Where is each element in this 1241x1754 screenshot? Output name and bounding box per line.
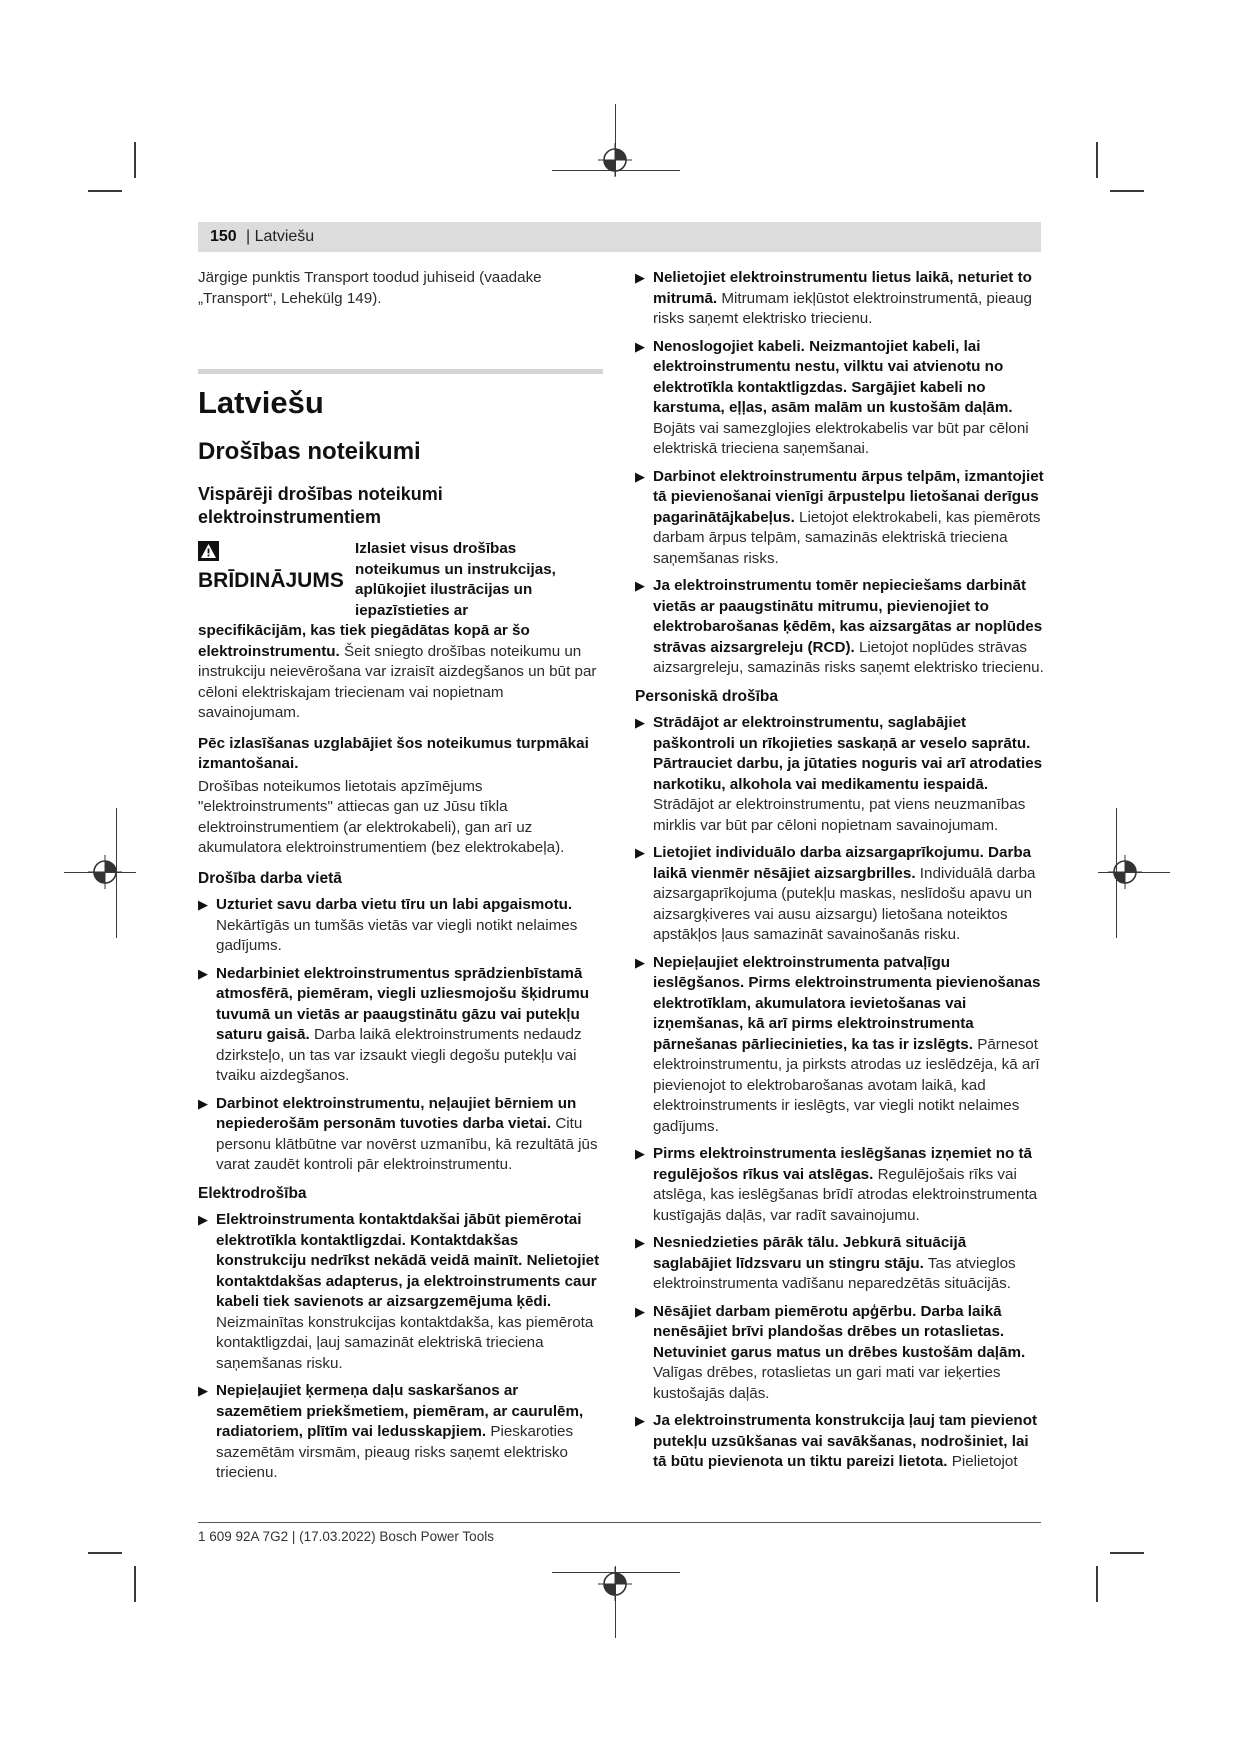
bullet-arrow-icon: ▶ [635,715,645,730]
page-number: 150 [210,228,237,245]
term-note: Drošības noteikumos lietotais apzīmējums "elektroinstruments" attiecas gan uz Jūsu tīkla elektroinstrumentiem (ar elektrokabeli), gan arī uz akumulatora elektroinstrumentiem (bez elektrokabeļa). [198,777,565,856]
registration-mark-icon [1108,855,1142,889]
list-item: ▶ Nepieļaujiet ķermeņa daļu saskaršanos ar sazemētiem priekšmetiem, piemēram, ar caurulēm, radiatoriem, plītīm vai ledusskapjiem. Pieskaroties sazemētām virsmām, pieaug risks saņemt elektrisko triecienu. [198,1382,584,1481]
list-item: ▶ Nesniedzieties pārāk tālu. Jebkurā situācijā saglabājiet līdzsvaru un stingru stāju. Tas atvieglos elektroinstrumenta vadīšanu neparedzētās situācijās. [635,1234,1016,1292]
page-header [198,222,1041,252]
crop-mark-br-h [1110,1552,1144,1554]
bullet-arrow-icon: ▶ [198,1212,208,1227]
warning-signal-word: BRĪDINĀJUMS [198,569,344,592]
personal-safety-heading: Personiskā drošība [635,687,779,705]
registration-mark-icon [88,855,122,889]
list-item: ▶ Darbinot elektroinstrumentu, neļaujiet bērniem un nepiederošām personām tuvoties darba vietai. Citu personu klātbūtne var novērst uzmanību, kā rezultātā jūs varat zaudēt kontroli pār elektroinstrumentu. [198,1094,598,1173]
bullet-arrow-icon: ▶ [635,1303,645,1319]
intro-text: Järgige punktis Transport toodud juhiseid (vaadake „Transport“, Lehekülg 149). [198,269,542,307]
right-column [635,268,1045,1480]
crop-mark-tl-v [134,142,136,178]
bullet-arrow-icon: ▶ [198,1383,208,1398]
list-item: ▶ Nenoslogojiet kabeli. Neizmantojiet kabeli, lai elektroinstrumentu nestu, vilktu vai atvienotu no elektrotīkla kontaktligzdas. Sargājiet kabeli no karstuma, eļļas, asām malām un kustošām daļām. Bojāts vai samezglojies elektrokabelis var būt par cēloni elektriskā trieciena saņemšanai. [635,337,1029,457]
registration-mark-icon [598,1567,632,1601]
language-title: Latviešu [198,385,324,420]
warning-block [198,539,603,621]
bullet-arrow-icon: ▶ [635,468,645,484]
list-item: ▶ Nēsājiet darbam piemērotu apģērbu. Darba laikā nenēsājiet brīvi plandošas drēbes un rotaslietas. Netuviniet garus matus un drēbes kustošām daļām. Valīgas drēbes, rotaslietas un gari mati var ieķerties kustošajās daļās. [635,1302,1026,1402]
registration-mark-icon [598,143,632,177]
save-note: Pēc izlasīšanas uzglabājiet šos noteikumus turpmākai izmantošanai. [198,734,589,772]
bullet-arrow-icon: ▶ [198,965,208,981]
warning-signal [198,539,348,595]
bullet-arrow-icon: ▶ [635,1235,645,1250]
list-item: ▶ Uzturiet savu darba vietu tīru un labi apgaismotu. Nekārtīgās un tumšās vietās var viegli notikt nelaimes gadījums. [198,896,578,954]
crop-mark-bl-h [88,1552,122,1554]
list-item: ▶ Darbinot elektroinstrumentu ārpus telpām, izmantojiet tā pievienošanai vienīgi ārpustelpu lietošanai derīgus pagarinātājkabeļus. Lietojot elektrokabeli, kas piemērots darbam ārpus telpām, samazinās elektriskā trieciena saņemšanas risks. [635,467,1044,567]
bullet-arrow-icon: ▶ [635,1146,645,1161]
electrical-heading: Elektrodrošība [198,1184,307,1202]
warning-lead: Izlasiet visus drošības noteikumus un instrukcijas, aplūkojiet ilustrācijas un iepazīstieties ar [355,540,556,619]
crop-mark-tr-h [1110,190,1144,192]
crop-mark-tr-v [1096,142,1098,178]
list-item: ▶ Lietojiet individuālo darba aizsargaprīkojumu. Darba laikā vienmēr nēsājiet aizsargbrilles. Individuālā darba aizsargaprīkojuma (putekļu maskas, neslīdošu apavu un aizsargķiveres vai ausu aizsargu) lietošana noteiktos apstākļos ļaus samazināt savainošanās risku. [635,844,1036,943]
list-item: ▶ Nedarbiniet elektroinstrumentus sprādzienbīstamā atmosfērā, piemēram, viegli uzliesmojošu šķidrumu tuvumā un vietās ar paaugstinātu gāzu vai putekļu saturu gaisā. Darba laikā elektroinstruments nedaudz dzirksteļo, un tas var izsaukt viegli degošu putekļu vai tvaiku aizdegšanos. [198,964,590,1084]
list-item: ▶ Ja elektroinstrumenta konstrukcija ļauj tam pievienot putekļu uzsūkšanas vai savākšanas, nodrošiniet, lai tā būtu pievienota un tiktu pareizi lietota. Pielietojot [635,1412,1038,1470]
bullet-arrow-icon: ▶ [635,845,645,860]
crop-mark-br-v [1096,1566,1098,1602]
list-item: ▶ Nelietojiet elektroinstrumentu lietus laikā, neturiet to mitrumā. Mitrumam iekļūstot elektroinstrumentā, pieaug risks saņemt elektrisko triecienu. [635,269,1033,327]
crop-mark-bl-v [134,1566,136,1602]
list-item: ▶ Ja elektroinstrumentu tomēr nepieciešams darbināt vietās ar paaugstinātu mitrumu, pievienojiet to elektrobarošanas ķēdēm, kas aizsargātas ar noplūdes strāvas aizsargreleju (RCD). Lietojot noplūdes strāvas aizsargreleju, samazinās risks saņemt elektrisko triecienu. [635,577,1044,676]
page-footer: 1 609 92A 7G2 | (17.03.2022) Bosch Power Tools [198,1522,1041,1544]
list-item: ▶ Elektroinstrumenta kontaktdakšai jābūt piemērotai elektrotīkla kontaktligzdai. Kontaktdakšas konstrukciju nedrīkst nekādā veidā mainīt. Nelietojiet kontaktdakšas adapterus, ja elektroinstruments caur kabeli tiek savienots ar aizsargzemējuma ķēdi. Neizmainītas konstrukcijas kontaktdakša, kas piemērota kontaktligzdai, ļauj samazināt elektriskā trieciena saņemšanas risku. [198,1211,600,1372]
subsection-title: Vispārēji drošības noteikumi elektroinstrumentiem [198,484,443,527]
crop-mark-tl-h [88,190,122,192]
header-language: | Latviešu [246,228,315,245]
bullet-arrow-icon: ▶ [198,897,208,912]
bullet-arrow-icon: ▶ [635,1413,645,1428]
section-divider [198,369,603,374]
list-item: ▶ Pirms elektroinstrumenta ieslēgšanas izņemiet no tā regulējošos rīkus vai atslēgas. Regulējošais rīks vai atslēga, kas ieslēgšanas brīdī atrodas elektroinstrumenta kustīgajās daļās, var radīt savainojumu. [635,1145,1038,1224]
bullet-arrow-icon: ▶ [635,338,645,354]
bullet-arrow-icon: ▶ [635,954,645,970]
work-area-heading: Drošība darba vietā [198,869,342,887]
list-item: ▶ Nepieļaujiet elektroinstrumenta patvaļīgu ieslēgšanos. Pirms elektroinstrumenta pievienošanas elektrotīklam, akumulatora ievietošanas vai izņemšanas, kā arī pirms elektroinstrumenta pārnešanas pārliecinieties, ka tas ir izslēgts. Pārnesot elektroinstrumentu, ja pirksts atrodas uz ieslēdzēja, kā arī pievienojot to elektrobarošanas avotam laikā, kad elektroinstruments ir ieslēgts, var viegli notikt nelaimes gadījums. [635,953,1041,1135]
list-item: ▶ Strādājot ar elektroinstrumentu, saglabājiet paškontroli un rīkojieties saskaņā ar veselo saprātu. Pārtrauciet darbu, ja jūtaties noguris vai arī atrodaties narkotiku, alkohola vai medikamentu iespaidā. Strādājot ar elektroinstrumentu, pat viens neuzmanības mirklis var būt par cēloni nopietnam savainojumam. [635,714,1043,834]
warning-body: specifikācijām, kas tiek piegādātas kopā ar šo elektroinstrumentu. Šeit sniegto drošības noteikumu un instrukciju neievērošana var izraisīt aizdegšanos un būt par cēloni elektriskajam triecienam vai nopietnam savainojumam. [198,622,597,721]
bullet-arrow-icon: ▶ [198,1095,208,1111]
bullet-arrow-icon: ▶ [635,578,645,593]
section-title: Drošības noteikumi [198,438,421,465]
bullet-arrow-icon: ▶ [635,270,645,285]
left-column [198,268,603,1491]
warning-triangle-icon [198,541,219,561]
